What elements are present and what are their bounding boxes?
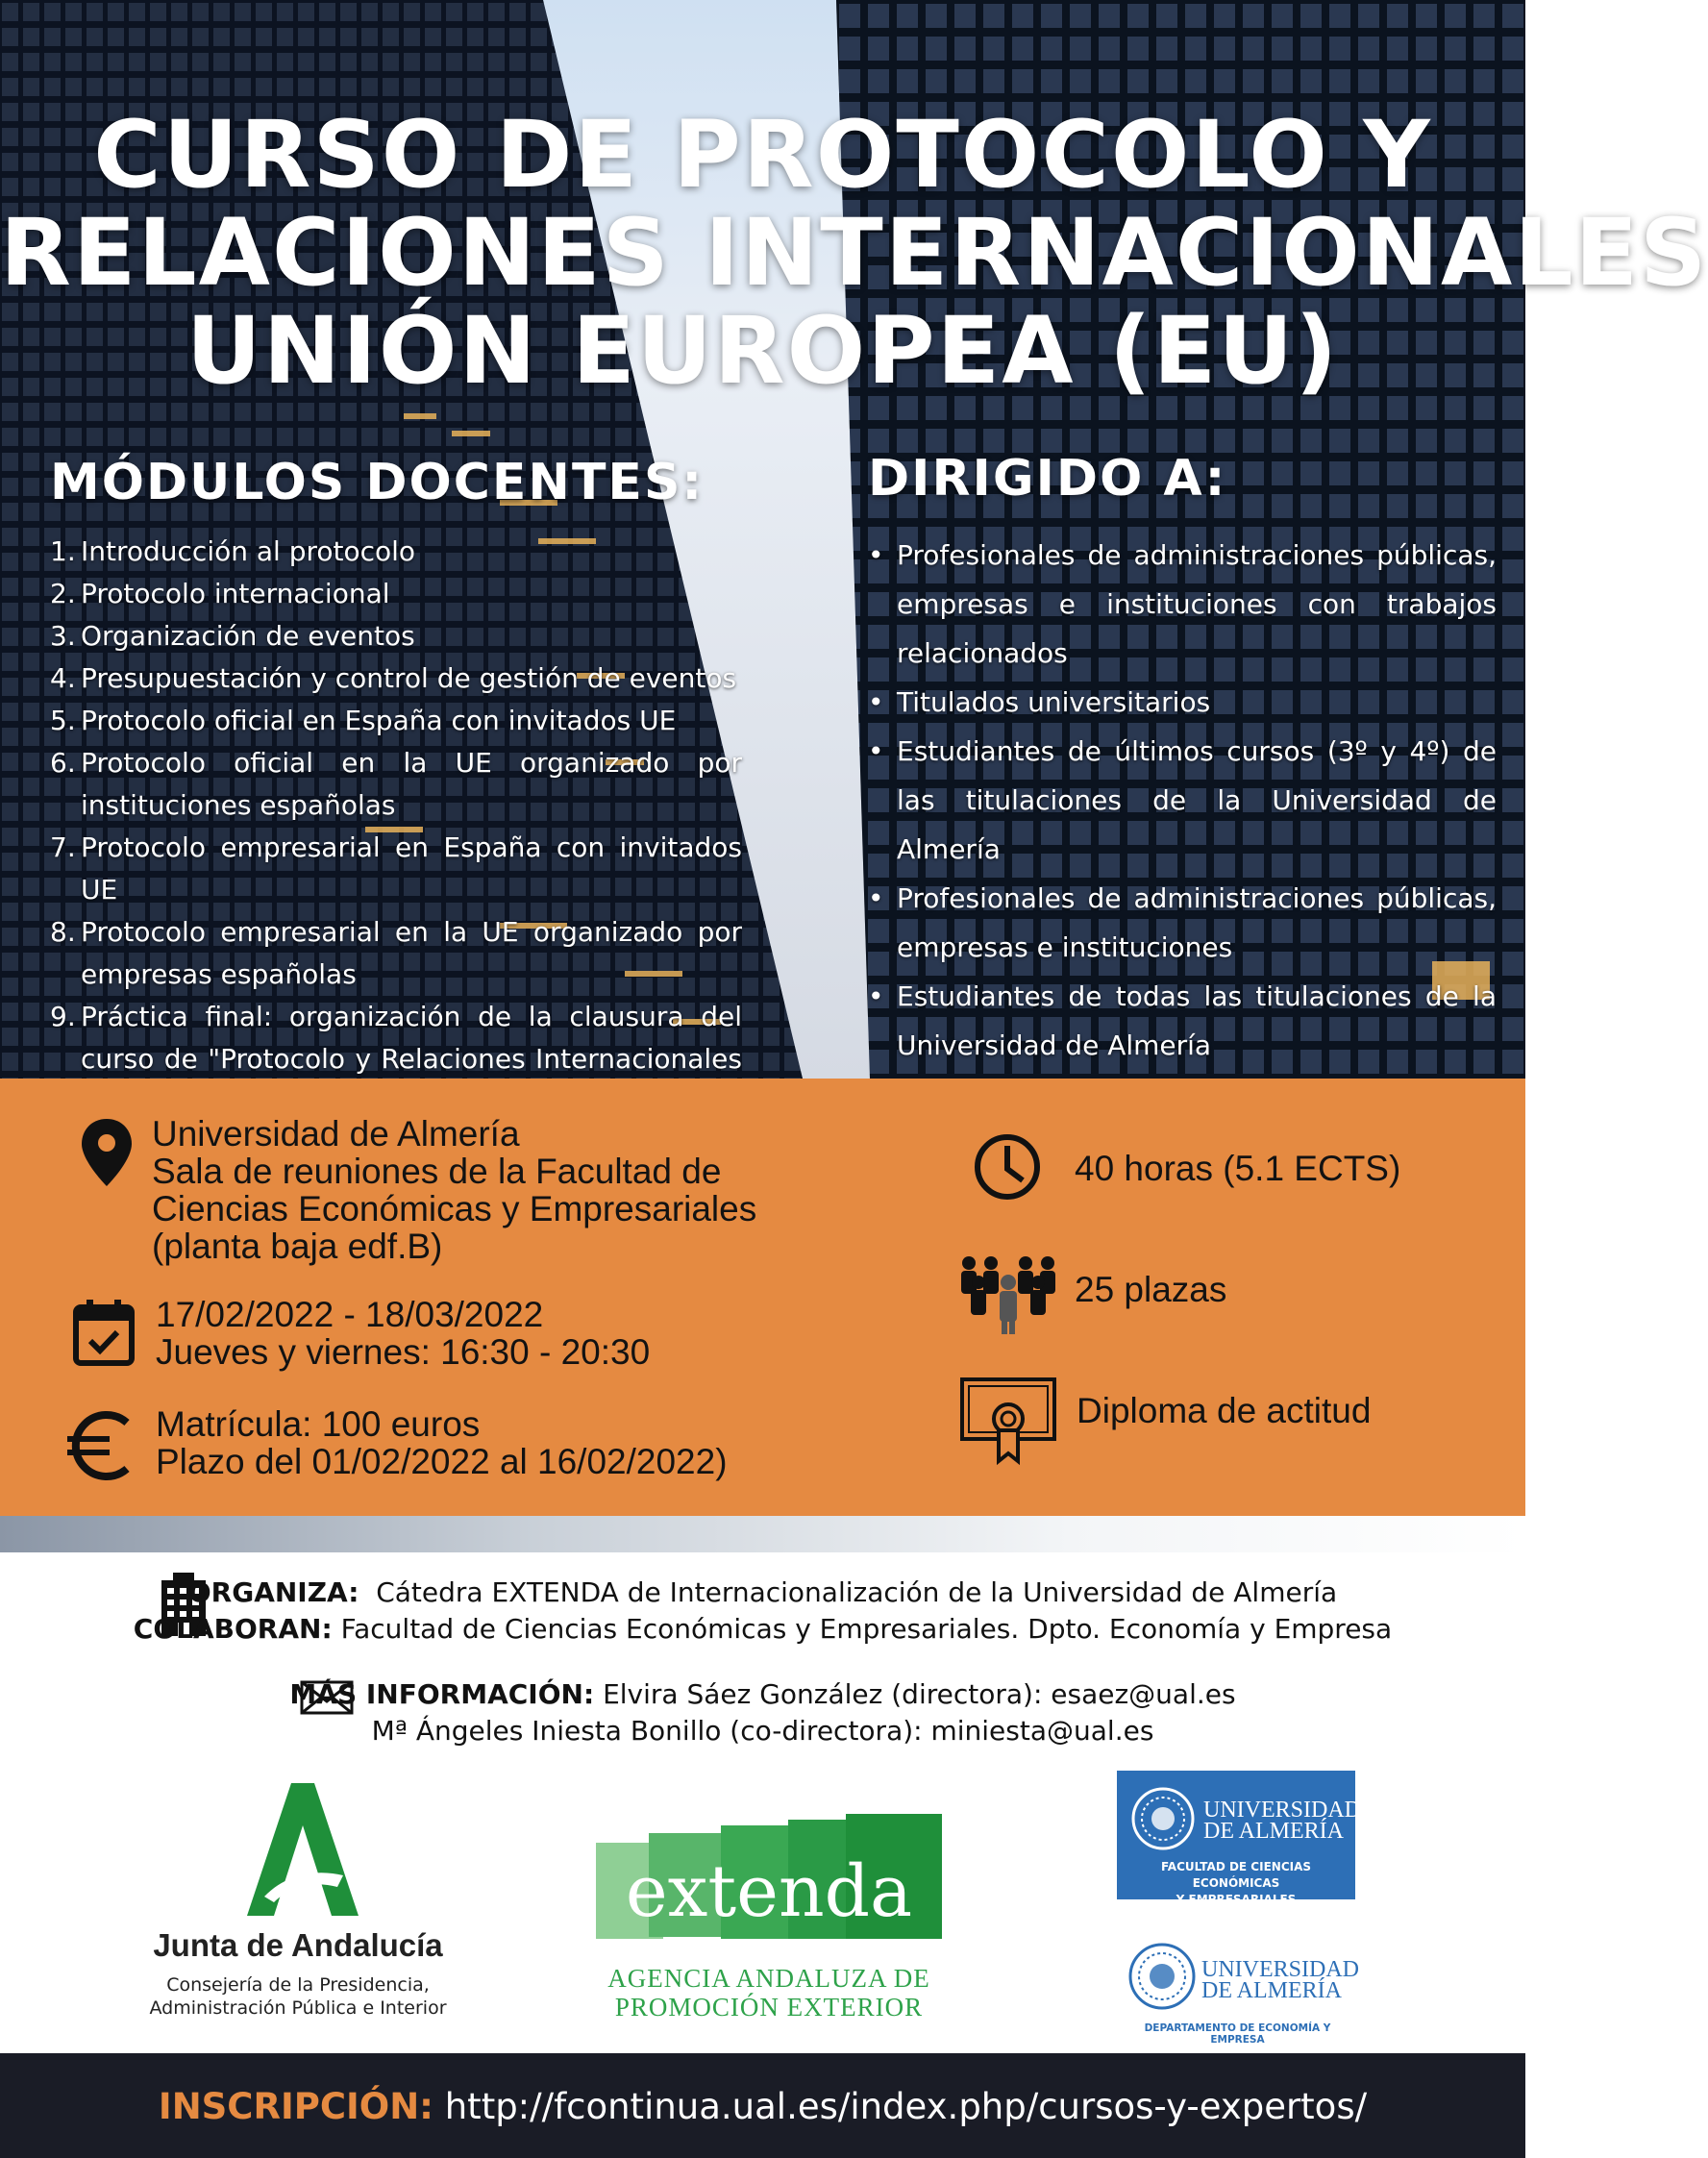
registration-label: INSCRIPCIÓN: [158,2086,433,2127]
audience-item [868,531,1497,678]
course-details-band [0,1079,1525,1516]
organiza-label: ORGANIZA: [187,1576,359,1608]
audience-text: Estudiantes de últimos cursos (3º y 4º) de las titulaciones de la Universidad de Almería [897,735,1497,865]
bullet-icon: • [868,735,884,767]
module-number: 7. [50,831,76,863]
calendar-icon [71,1298,136,1367]
module-text: Protocolo internacional [81,578,390,609]
organiza-text: Cátedra EXTENDA de Internacionalización de la Universidad de Almería [376,1576,1338,1608]
audience-item [868,972,1497,1070]
ual-name [1201,1959,1359,2001]
audience-item [868,727,1497,874]
module-number: 2. [50,578,76,609]
page-title [0,101,1708,405]
ual-name-line: UNIVERSIDAD [1203,1798,1361,1823]
diploma-certificate-icon [959,1377,1057,1465]
audience-text: Profesionales de administraciones públicas, empresas e instituciones [897,882,1497,963]
fee-line: Matrícula: 100 euros [156,1404,481,1444]
audience-item [868,874,1497,972]
module-number: 9. [50,1001,76,1032]
contact-codirector[interactable]: Mª Ángeles Iniesta Bonillo (co-directora): miniesta@ual.es [371,1715,1154,1747]
location-text [152,1115,756,1265]
modules-list [50,531,742,1123]
audience-item [868,678,1497,727]
ual-faculty-line: Y EMPRESARIALES [1176,1893,1297,1906]
module-item [50,700,742,742]
audience-list [868,531,1497,1070]
module-text: Práctica final: organización de la clausura del curso de "Protocolo y Relaciones Internacionales [81,1001,742,1075]
extenda-subtitle-line: AGENCIA ANDALUZA DE [607,1964,930,1993]
audience-text: Profesionales de administraciones públicas, empresas e instituciones con trabajos relacionados [897,539,1497,669]
euro-icon [63,1409,140,1482]
module-item [50,657,742,700]
people-group-icon [957,1253,1059,1336]
ual-seal-icon [1127,1942,1197,2011]
module-item [50,531,742,573]
location-line: (planta baja edf.B) [152,1227,443,1266]
bullet-icon: • [868,882,884,914]
module-item [50,615,742,657]
location-line: Universidad de Almería [152,1114,520,1153]
bullet-icon: • [868,980,884,1012]
ual-faculty-line: FACULTAD DE CIENCIAS ECONÓMICAS [1160,1860,1312,1890]
module-number: 6. [50,747,76,779]
extenda-logo [596,1812,942,2033]
module-number: 4. [50,662,76,694]
ual-name-line: DE ALMERÍA [1203,1819,1344,1844]
fee-line: Plazo del 01/02/2022 al 16/02/2022) [156,1442,728,1481]
module-item [50,911,742,996]
module-text: Protocolo empresarial en España con invitados UE [81,831,742,905]
contact-label: MÁS INFORMACIÓN: [289,1678,595,1710]
junta-name: Junta de Andalucía [153,1927,443,1963]
module-text: Presupuestación y control de gestión de eventos [81,662,737,694]
dates-text [156,1296,650,1371]
ual-name-line: DE ALMERÍA [1201,1978,1342,2003]
registration-line [0,2086,1525,2127]
ual-department-logo [1120,1934,1359,2046]
location-line: Sala de reuniones de la Facultad de [152,1152,722,1191]
audience-text: Estudiantes de todas las titulaciones de la Universidad de Almería [897,980,1497,1061]
ual-name-line: UNIVERSIDAD [1201,1957,1359,1982]
ual-department-name: DEPARTAMENTO DE ECONOMÍA Y EMPRESA [1144,2022,1331,2046]
audience-text: Titulados universitarios [897,686,1211,718]
hours-text: 40 horas (5.1 ECTS) [1075,1149,1401,1188]
colaboran-line [0,1611,1525,1648]
title-line: UNIÓN EUROPEA (EU) [186,297,1340,405]
module-item [50,742,742,827]
colaboran-label: COLABORAN: [133,1613,333,1645]
junta-andalucia-logo [135,1783,461,2033]
fee-text [156,1405,728,1480]
module-text: Organización de eventos [81,620,415,652]
ual-faculty-name [1117,1859,1355,1908]
organizers [0,1575,1525,1648]
audience-heading: DIRIGIDO A: [868,450,1227,508]
bullet-icon: • [868,539,884,571]
diploma-text: Diploma de actitud [1077,1391,1372,1430]
extenda-wordmark: extenda [625,1850,913,1933]
module-number: 5. [50,705,76,736]
contact-line [0,1676,1525,1713]
organiza-line [0,1575,1525,1611]
colaboran-text: Facultad de Ciencias Económicas y Empresariales. Dpto. Economía y Empresa [340,1613,1393,1645]
dates-line: Jueves y viernes: 16:30 - 20:30 [156,1332,651,1372]
extenda-subtitle [596,1964,942,2022]
clock-icon [973,1132,1042,1202]
location-pin-icon [79,1117,135,1188]
section-divider [0,1516,1525,1552]
module-number: 3. [50,620,76,652]
junta-subtitle-line: Consejería de la Presidencia, [166,1974,430,1996]
seats-text: 25 plazas [1075,1270,1227,1309]
title-line: RELACIONES INTERNACIONALES [0,199,1708,307]
module-text: Protocolo oficial en España con invitados UE [81,705,677,736]
registration-link[interactable]: http://fcontinua.ual.es/index.php/cursos-y-expertos/ [444,2086,1368,2127]
modules-heading: MÓDULOS DOCENTES: [50,454,705,511]
dates-line: 17/02/2022 - 18/03/2022 [156,1295,544,1334]
location-line: Ciencias Económicas y Empresariales [152,1189,757,1228]
module-number: 8. [50,916,76,948]
bullet-icon: • [868,686,884,718]
module-text: Protocolo empresarial en la UE organizado por empresas españolas [81,916,742,990]
module-text: Introducción al protocolo [81,535,416,567]
contact-info [0,1676,1525,1749]
contact-director[interactable]: Elvira Sáez González (directora): esaez@ual.es [603,1678,1236,1710]
title-line: CURSO DE PROTOCOLO Y [93,101,1432,209]
module-item [50,573,742,615]
module-item [50,827,742,911]
ual-faculty-logo [1117,1771,1361,1906]
junta-subtitle [135,1973,461,2020]
module-number: 1. [50,535,76,567]
ual-name [1203,1799,1361,1842]
module-text: Protocolo oficial en la UE organizado por instituciones españolas [81,747,742,821]
junta-andalucia-emblem-icon [235,1783,360,1918]
extenda-subtitle-line: PROMOCIÓN EXTERIOR [614,1993,924,2022]
ual-seal-icon [1130,1786,1196,1851]
registration-footer [0,2053,1525,2158]
junta-subtitle-line: Administración Pública e Interior [149,1997,447,2019]
